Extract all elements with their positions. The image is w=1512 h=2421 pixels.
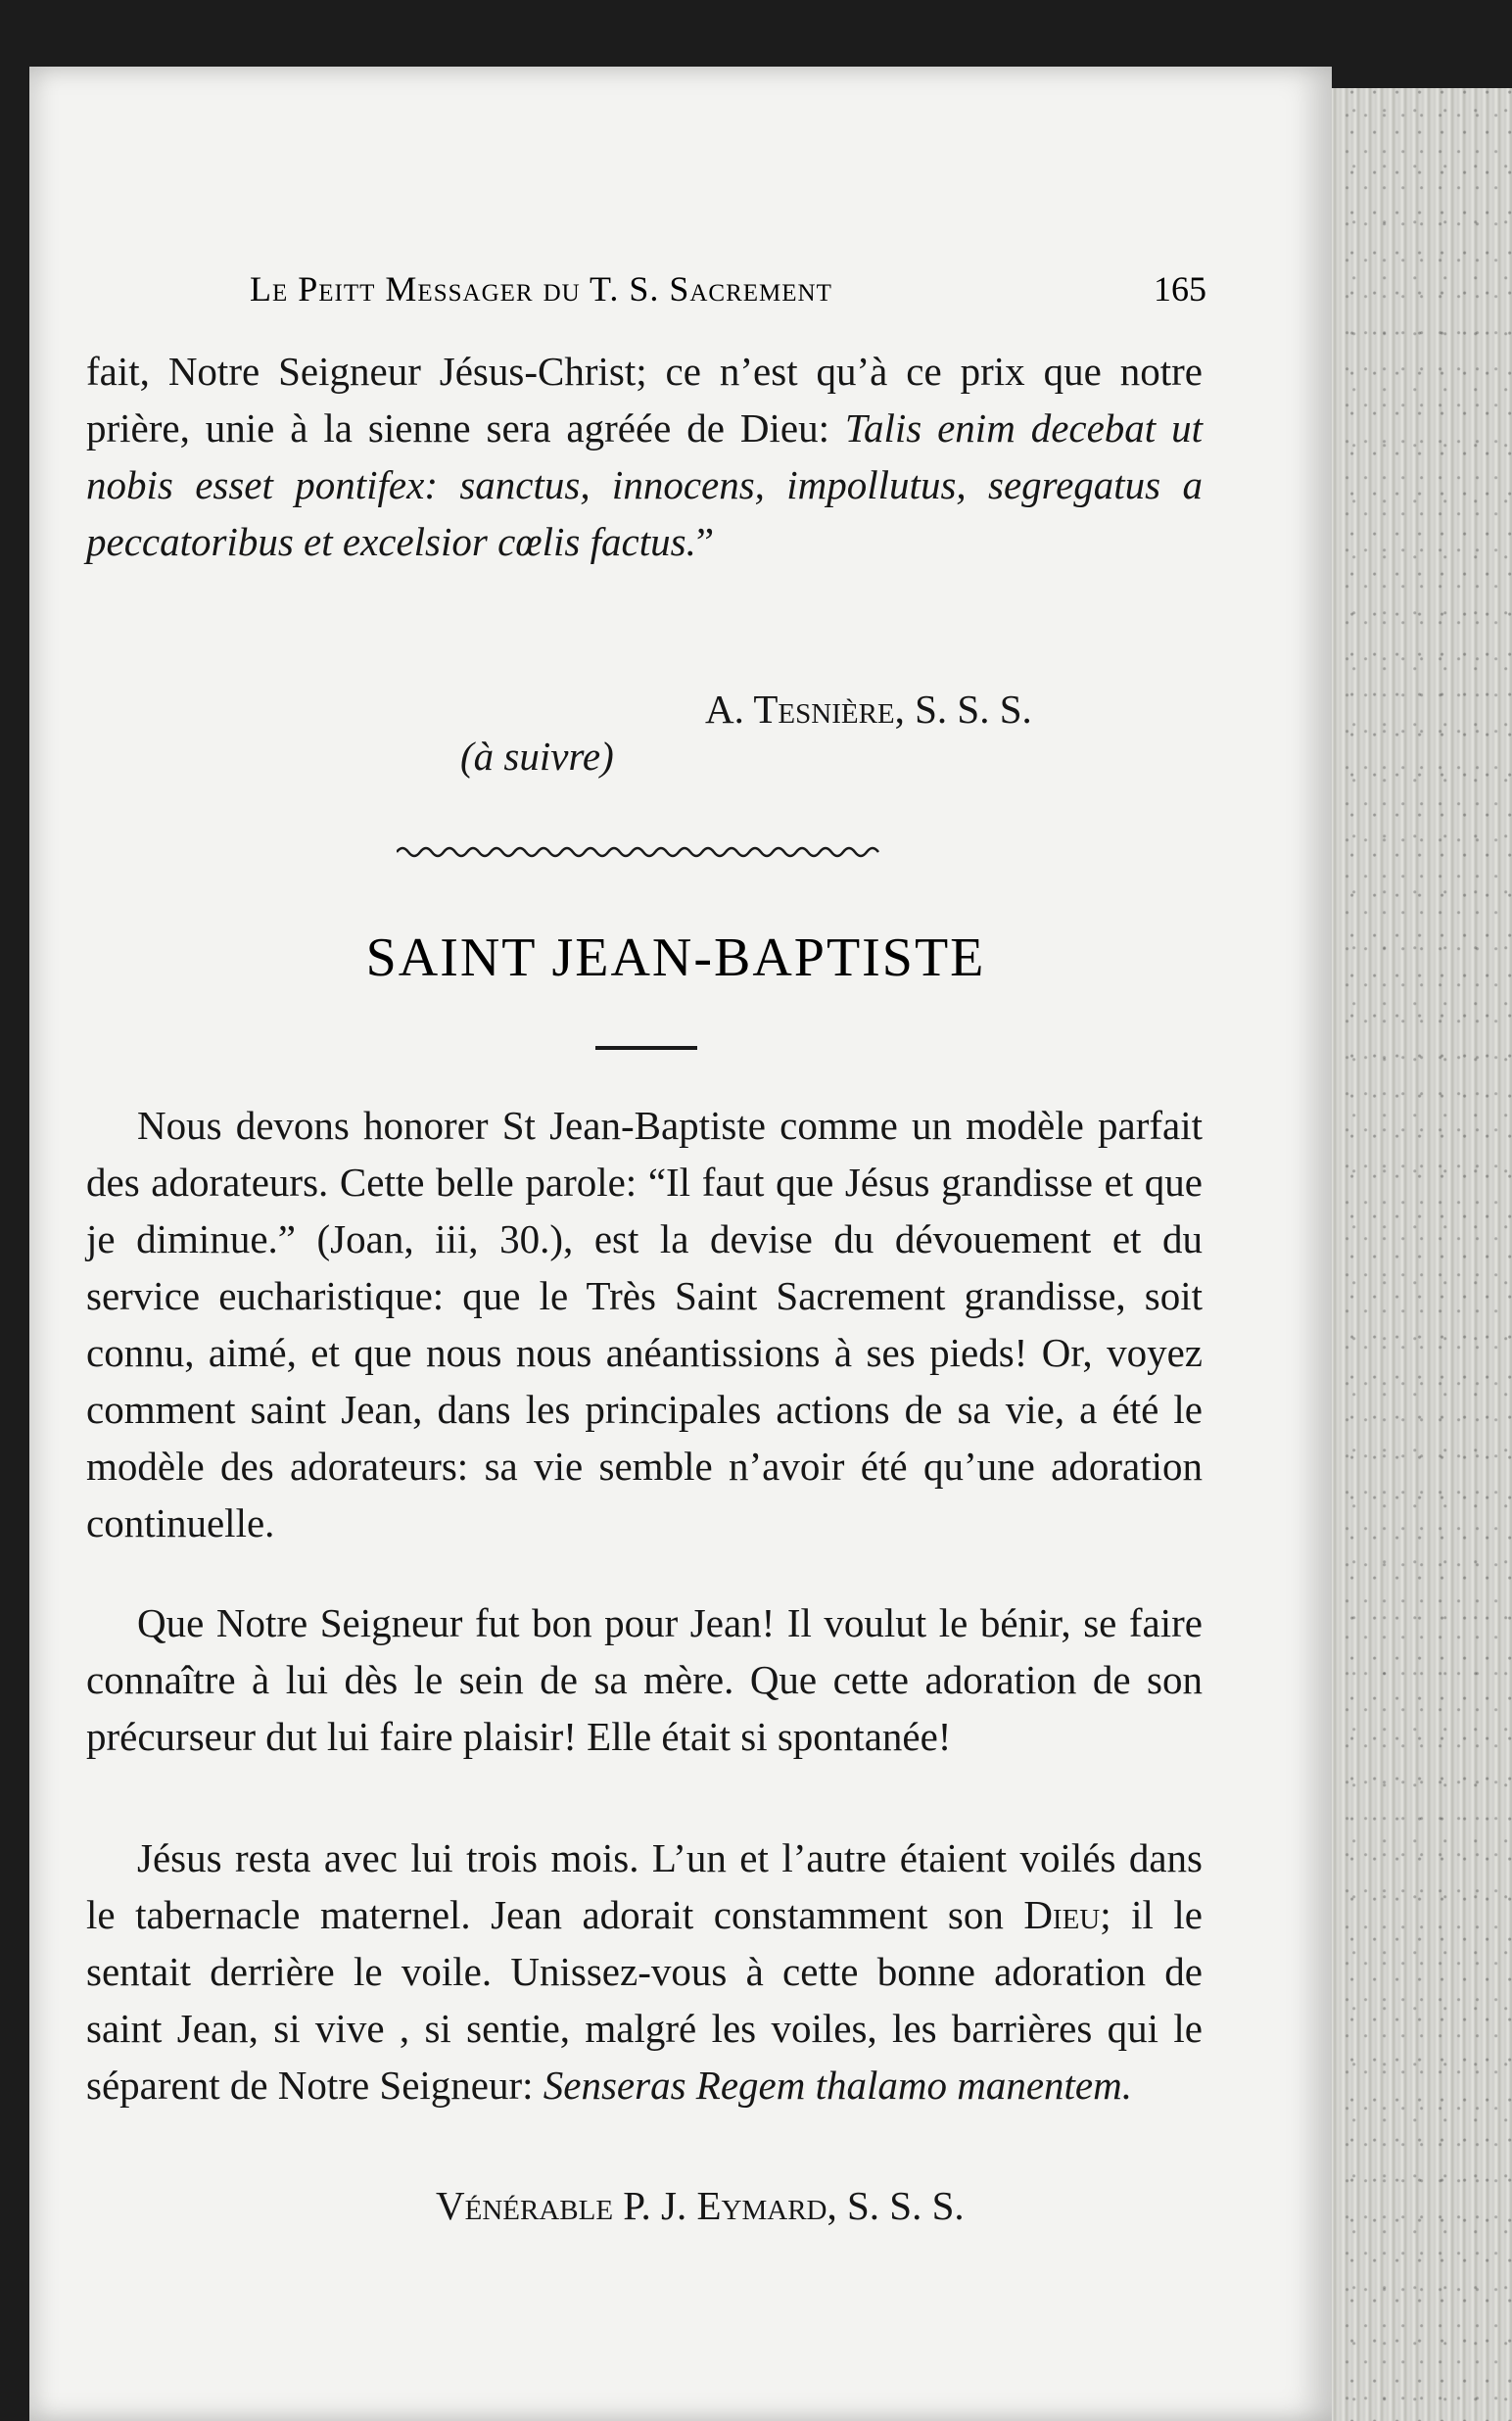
book-page [29,67,1332,2421]
wavy-separator [397,840,886,864]
latin-quote: Talis enim decebat ut nobis esset pontifex: sanctus, innocens, impollutus, segregatus a peccatoribus et excelsior cœlis factus. [86,405,1204,564]
signature-tesniere: A. Tesnière, S. S. S. [705,687,1032,732]
article-title: SAINT JEAN-BAPTISTE [365,927,986,988]
page-number: 165 [1154,269,1206,309]
continuation-paragraph [86,343,1203,570]
title-rule [595,1046,697,1050]
dieu-small-caps: Dieu [1023,1892,1101,1937]
continuation-line-1: fait, Notre Seigneur Jésus-Christ; ce n’est qu’à ce prix [86,349,1025,394]
continuation-line-2: que notre prière, unie à la sienne sera agréée de Dieu: [86,349,1203,451]
latin-quote-close: ” [695,519,715,564]
article-paragraph-3: Jésus resta avec lui trois mois. L’un et l’autre étaient voilés dans le tabernacle maternel. Jean adorait constamment son Dieu; il le sentait derrière le voile. Unissez-vous à cette bonne adoration de saint Jean, si vive , si sentie, malgré les voiles, les barrières qui le séparent de Notre Seigneur: Senseras Regem thalamo manentem. [86,1835,1203,2108]
to-be-continued: (à suivre) [460,734,614,779]
article-paragraph-2: Que Notre Seigneur fut bon pour Jean! Il voulut le bénir, se faire connaître à lui dès le sein de sa mère. Que cette adoration de son précurseur dut lui faire plaisir! Elle était si spontanée! [86,1600,1203,1759]
signature-eymard: Vénérable P. J. Eymard, S. S. S. [436,2183,965,2228]
running-head: Le Peitt Messager du T. S. Sacrement [250,269,832,309]
latin-closing: Senseras Regem thalamo manentem. [543,2063,1132,2108]
book-page-edges [1302,88,1512,2421]
article-paragraph-1: Nous devons honorer St Jean-Baptiste comme un modèle parfait des adorateurs. Cette belle parole: “Il faut que Jésus grandisse et que je diminue.” (Joan, iii, 30.), est la devise du dévouement et du service eucharistique: que le Très Saint Sacrement grandisse, soit connu, aimé, et que nous nous anéantissions à ses pieds! Or, voyez comment saint Jean, dans les principales actions de sa vie, a été le modèle des adorateurs: sa vie semble n’avoir été qu’une adoration continuelle. [86,1103,1203,1545]
